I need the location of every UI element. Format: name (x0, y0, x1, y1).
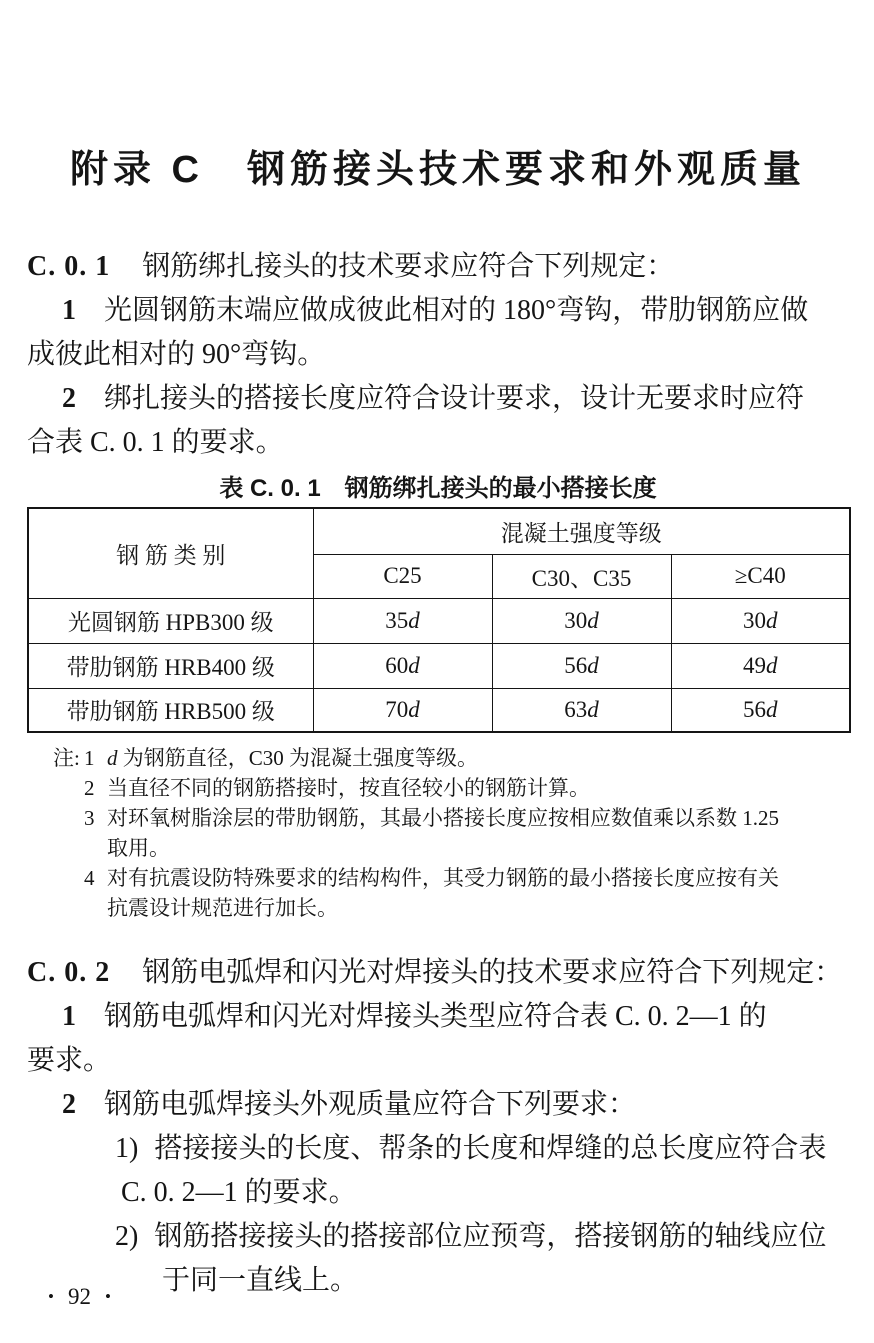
d-symbol: d (766, 696, 778, 722)
table-c01-caption: 表 C. 0. 1 钢筋绑扎接头的最小搭接长度 (219, 475, 657, 502)
header-grade-c25: C25 (313, 554, 492, 598)
cell-value: 70d (313, 688, 492, 732)
c02-sub2-line2: 于同一直线上。 (162, 1265, 359, 1296)
c01-item2-number: 2 (62, 383, 76, 414)
note-2-text: 当直径不同的钢筋搭接时，按直径较小的钢筋计算。 (107, 776, 590, 800)
footer-right-bullet: • (104, 1287, 111, 1306)
section-c01-heading-text: 钢筋绑扎接头的技术要求应符合下列规定： (142, 251, 675, 282)
c02-item2-number: 2 (62, 1089, 76, 1120)
lap-length-table (27, 507, 851, 733)
note-4-line1 (84, 863, 849, 893)
table-row (28, 598, 850, 643)
notes-label: 注: (53, 746, 80, 770)
note-3-text1: 对环氧树脂涂层的带肋钢筋，其最小搭接长度应按相应数值乘以系数 1.25 (107, 806, 779, 830)
c02-item1-line2: 要求。 (27, 1045, 112, 1076)
c02-sub2-number: 2) (115, 1221, 139, 1252)
header-grade-c30-c35: C30、C35 (492, 554, 671, 598)
d-symbol: d (587, 607, 599, 633)
c02-item2-text1: 钢筋电弧焊接头外观质量应符合下列要求： (104, 1089, 637, 1120)
note-4-line2: 抗震设计规范进行加长。 (107, 896, 338, 920)
c01-item1-number: 1 (62, 295, 76, 326)
c01-item1-line1 (62, 289, 849, 333)
c01-item1-text1: 光圆钢筋末端应做成彼此相对的 180°弯钩，带肋钢筋应做 (104, 295, 809, 326)
page-number (48, 1284, 111, 1310)
note-2-number: 2 (84, 776, 95, 800)
cell-value: 63d (492, 688, 671, 732)
note-1-number: 1 (84, 746, 95, 770)
body-text (27, 245, 849, 465)
d-symbol: d (107, 746, 118, 770)
c02-sub1-line1 (115, 1127, 849, 1171)
section-c02-id: C. 0. 2 (27, 957, 111, 988)
d-symbol: d (408, 696, 420, 722)
c01-item2-text1: 绑扎接头的搭接长度应符合设计要求，设计无要求时应符 (104, 383, 805, 414)
section-c02-heading (27, 951, 849, 995)
note-4-text1: 对有抗震设防特殊要求的结构构件，其受力钢筋的最小搭接长度应按有关 (107, 866, 779, 890)
note-1-text: 为钢筋直径，C30 为混凝土强度等级。 (117, 746, 479, 770)
cell-value: 35d (313, 598, 492, 643)
c02-sub2-text1: 钢筋搭接接头的搭接部位应预弯，搭接钢筋的轴线应位 (154, 1221, 827, 1252)
d-symbol: d (766, 652, 778, 678)
cell-value: 60d (313, 643, 492, 688)
section-c02 (27, 951, 849, 1303)
c02-sub2-line1 (115, 1215, 849, 1259)
note-1 (53, 743, 849, 773)
cell-value: 30d (671, 598, 850, 643)
c02-item1-number: 1 (62, 1001, 76, 1032)
table-row (28, 643, 850, 688)
cell-value: 56d (671, 688, 850, 732)
c02-sub1-text1: 搭接接头的长度、帮条的长度和焊缝的总长度应符合表 (154, 1133, 827, 1164)
row-label-hrb500: 带肋钢筋 HRB500 级 (28, 688, 313, 732)
section-c01-heading (27, 245, 849, 289)
c02-sub1-number: 1) (115, 1133, 139, 1164)
c01-item2-line1 (62, 377, 849, 421)
c02-sub1-line2: C. 0. 2—1 的要求。 (121, 1177, 357, 1208)
note-2 (84, 773, 849, 803)
note-3-line1 (84, 803, 849, 833)
table-notes (27, 743, 849, 923)
d-symbol: d (587, 652, 599, 678)
c02-item2-line1 (62, 1083, 849, 1127)
section-c02-heading-text: 钢筋电弧焊和闪光对焊接头的技术要求应符合下列规定： (142, 957, 843, 988)
d-symbol: d (766, 607, 778, 633)
d-symbol: d (587, 696, 599, 722)
c01-item2-line2: 合表 C. 0. 1 的要求。 (27, 427, 284, 458)
header-rebar-type: 钢 筋 类 别 (28, 508, 313, 598)
section-c01-id: C. 0. 1 (27, 251, 111, 282)
cell-value: 49d (671, 643, 850, 688)
footer-page-number: 92 (67, 1284, 91, 1309)
note-3-number: 3 (84, 806, 95, 830)
header-concrete-grade: 混凝土强度等级 (313, 508, 850, 554)
c02-item1-text1: 钢筋电弧焊和闪光对焊接头类型应符合表 C. 0. 2—1 的 (104, 1001, 767, 1032)
footer-left-bullet: • (48, 1287, 54, 1306)
note-4-number: 4 (84, 866, 95, 890)
row-label-hpb300: 光圆钢筋 HPB300 级 (28, 598, 313, 643)
row-label-hrb400: 带肋钢筋 HRB400 级 (28, 643, 313, 688)
c02-item1-line1 (62, 995, 849, 1039)
cell-value: 56d (492, 643, 671, 688)
note-3-line2: 取用。 (107, 836, 170, 860)
d-symbol: d (408, 607, 420, 633)
d-symbol: d (408, 652, 420, 678)
header-grade-c40: ≥C40 (671, 554, 850, 598)
appendix-title: 附录 C 钢筋接头技术要求和外观质量 (69, 149, 806, 191)
cell-value: 30d (492, 598, 671, 643)
c01-item1-line2: 成彼此相对的 90°弯钩。 (27, 339, 326, 370)
table-row (28, 688, 850, 732)
